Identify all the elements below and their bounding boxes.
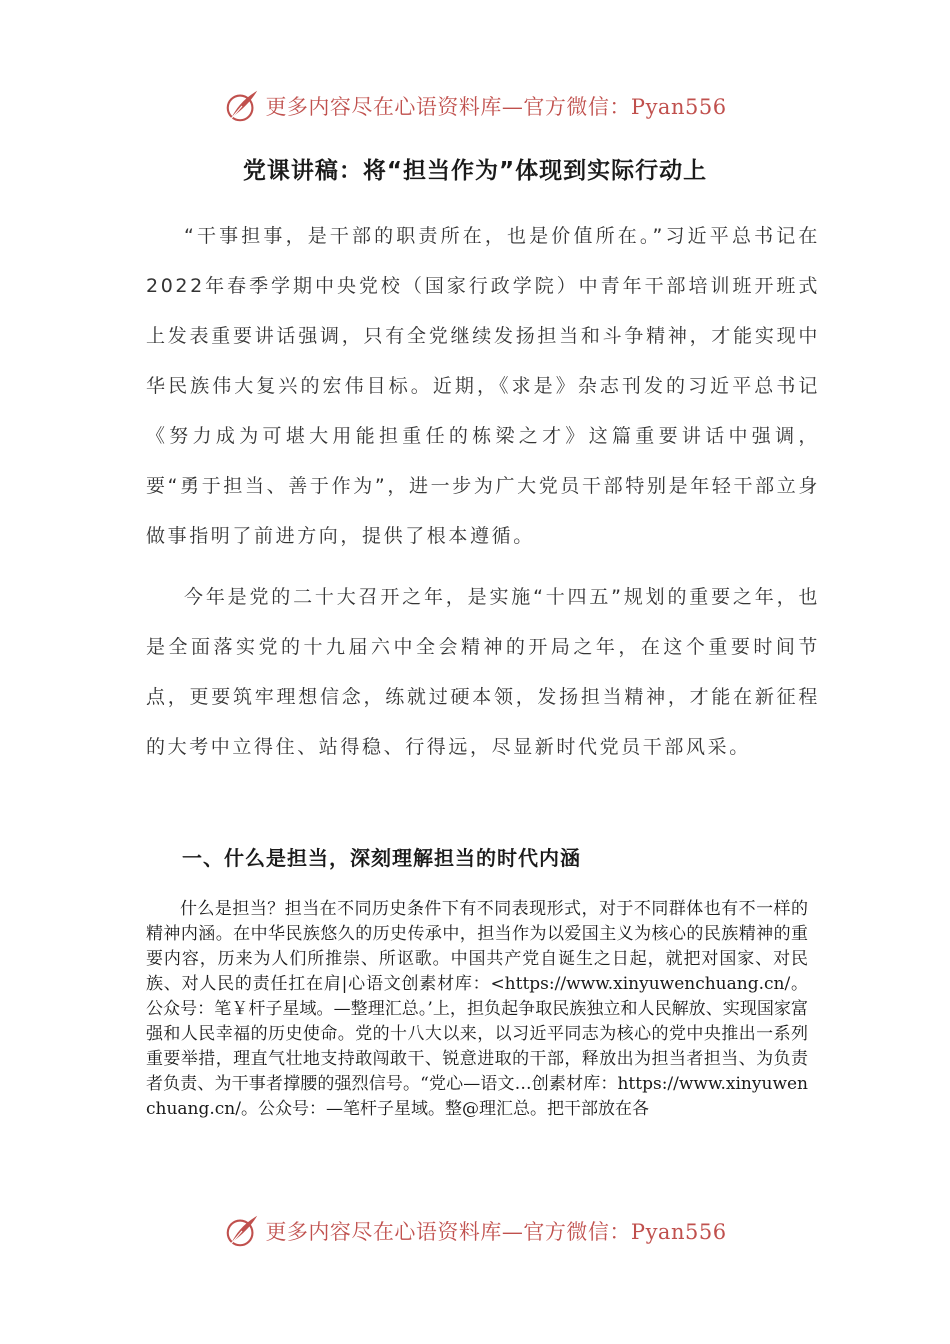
banner-text: 更多内容尽在心语资料库—官方微信：Pyan556 [265,95,727,119]
section-paragraph: 什么是担当？担当在不同历史条件下有不同表现形式，对于不同群体也有不一样的精神内涵。在中华民族悠久的历史传承中，担当作为以爱国主义为核心的民族精神的重要内容，历来为人们所推崇、所讴歌。中国共产党自诞生之日起，就把对国家、对民族、对人民的责任扛在肩|心语文创素材库：<https://www.xinyuwenchuang.cn/。公众号：笔￥杆子星域。—整理汇总。’上，担负起争取民族独立和人民解放、实现国家富强和人民幸福的历史使命。党的十八大以来，以习近平同志为核心的党中央推出一系列重要举措，理直气壮地支持敢闯敢干、锐意进取的干部，释放出为担当者担当、为负责者负责、为干事者撑腰的强烈信号。“党心—语文…创素材库：https://www.xinyuwenchuang.cn/。公众号：—笔杆子星域。整@理汇总。把干部放在各 [146,899,808,1119]
header-banner [0,86,950,126]
paragraph-2: 今年是党的二十大召开之年，是实施“十四五”规划的重要之年，也是全面落实党的十九届六中全会精神的开局之年，在这个重要时间节点，更要筑牢理想信念，练就过硬本领，发扬担当精神，才能在新征程的大考中立得住、站得稳、行得远，尽显新时代党员干部风采。 [146,586,820,758]
quill-pen-logo-icon [223,1212,261,1250]
footer-banner [0,1211,950,1251]
quill-pen-logo-icon [223,87,261,125]
banner-text: 更多内容尽在心语资料库—官方微信：Pyan556 [265,1220,727,1244]
document-title: 党课讲稿：将“担当作为”体现到实际行动上 [242,158,708,184]
paragraph-1: “干事担事，是干部的职责所在，也是价值所在。”习近平总书记在2022年春季学期中央党校（国家行政学院）中青年干部培训班开班式上发表重要讲话强调，只有全党继续发扬担当和斗争精神，才能实现中华民族伟大复兴的宏伟目标。近期，《求是》杂志刊发的习近平总书记《努力成为可堪大用能担重任的栋梁之才》这篇重要讲话中强调，要“勇于担当、善于作为”，进一步为广大党员干部特别是年轻干部立身做事指明了前进方向，提供了根本遵循。 [146,225,820,547]
section-heading: 一、什么是担当，深刻理解担当的时代内涵 [182,846,581,870]
